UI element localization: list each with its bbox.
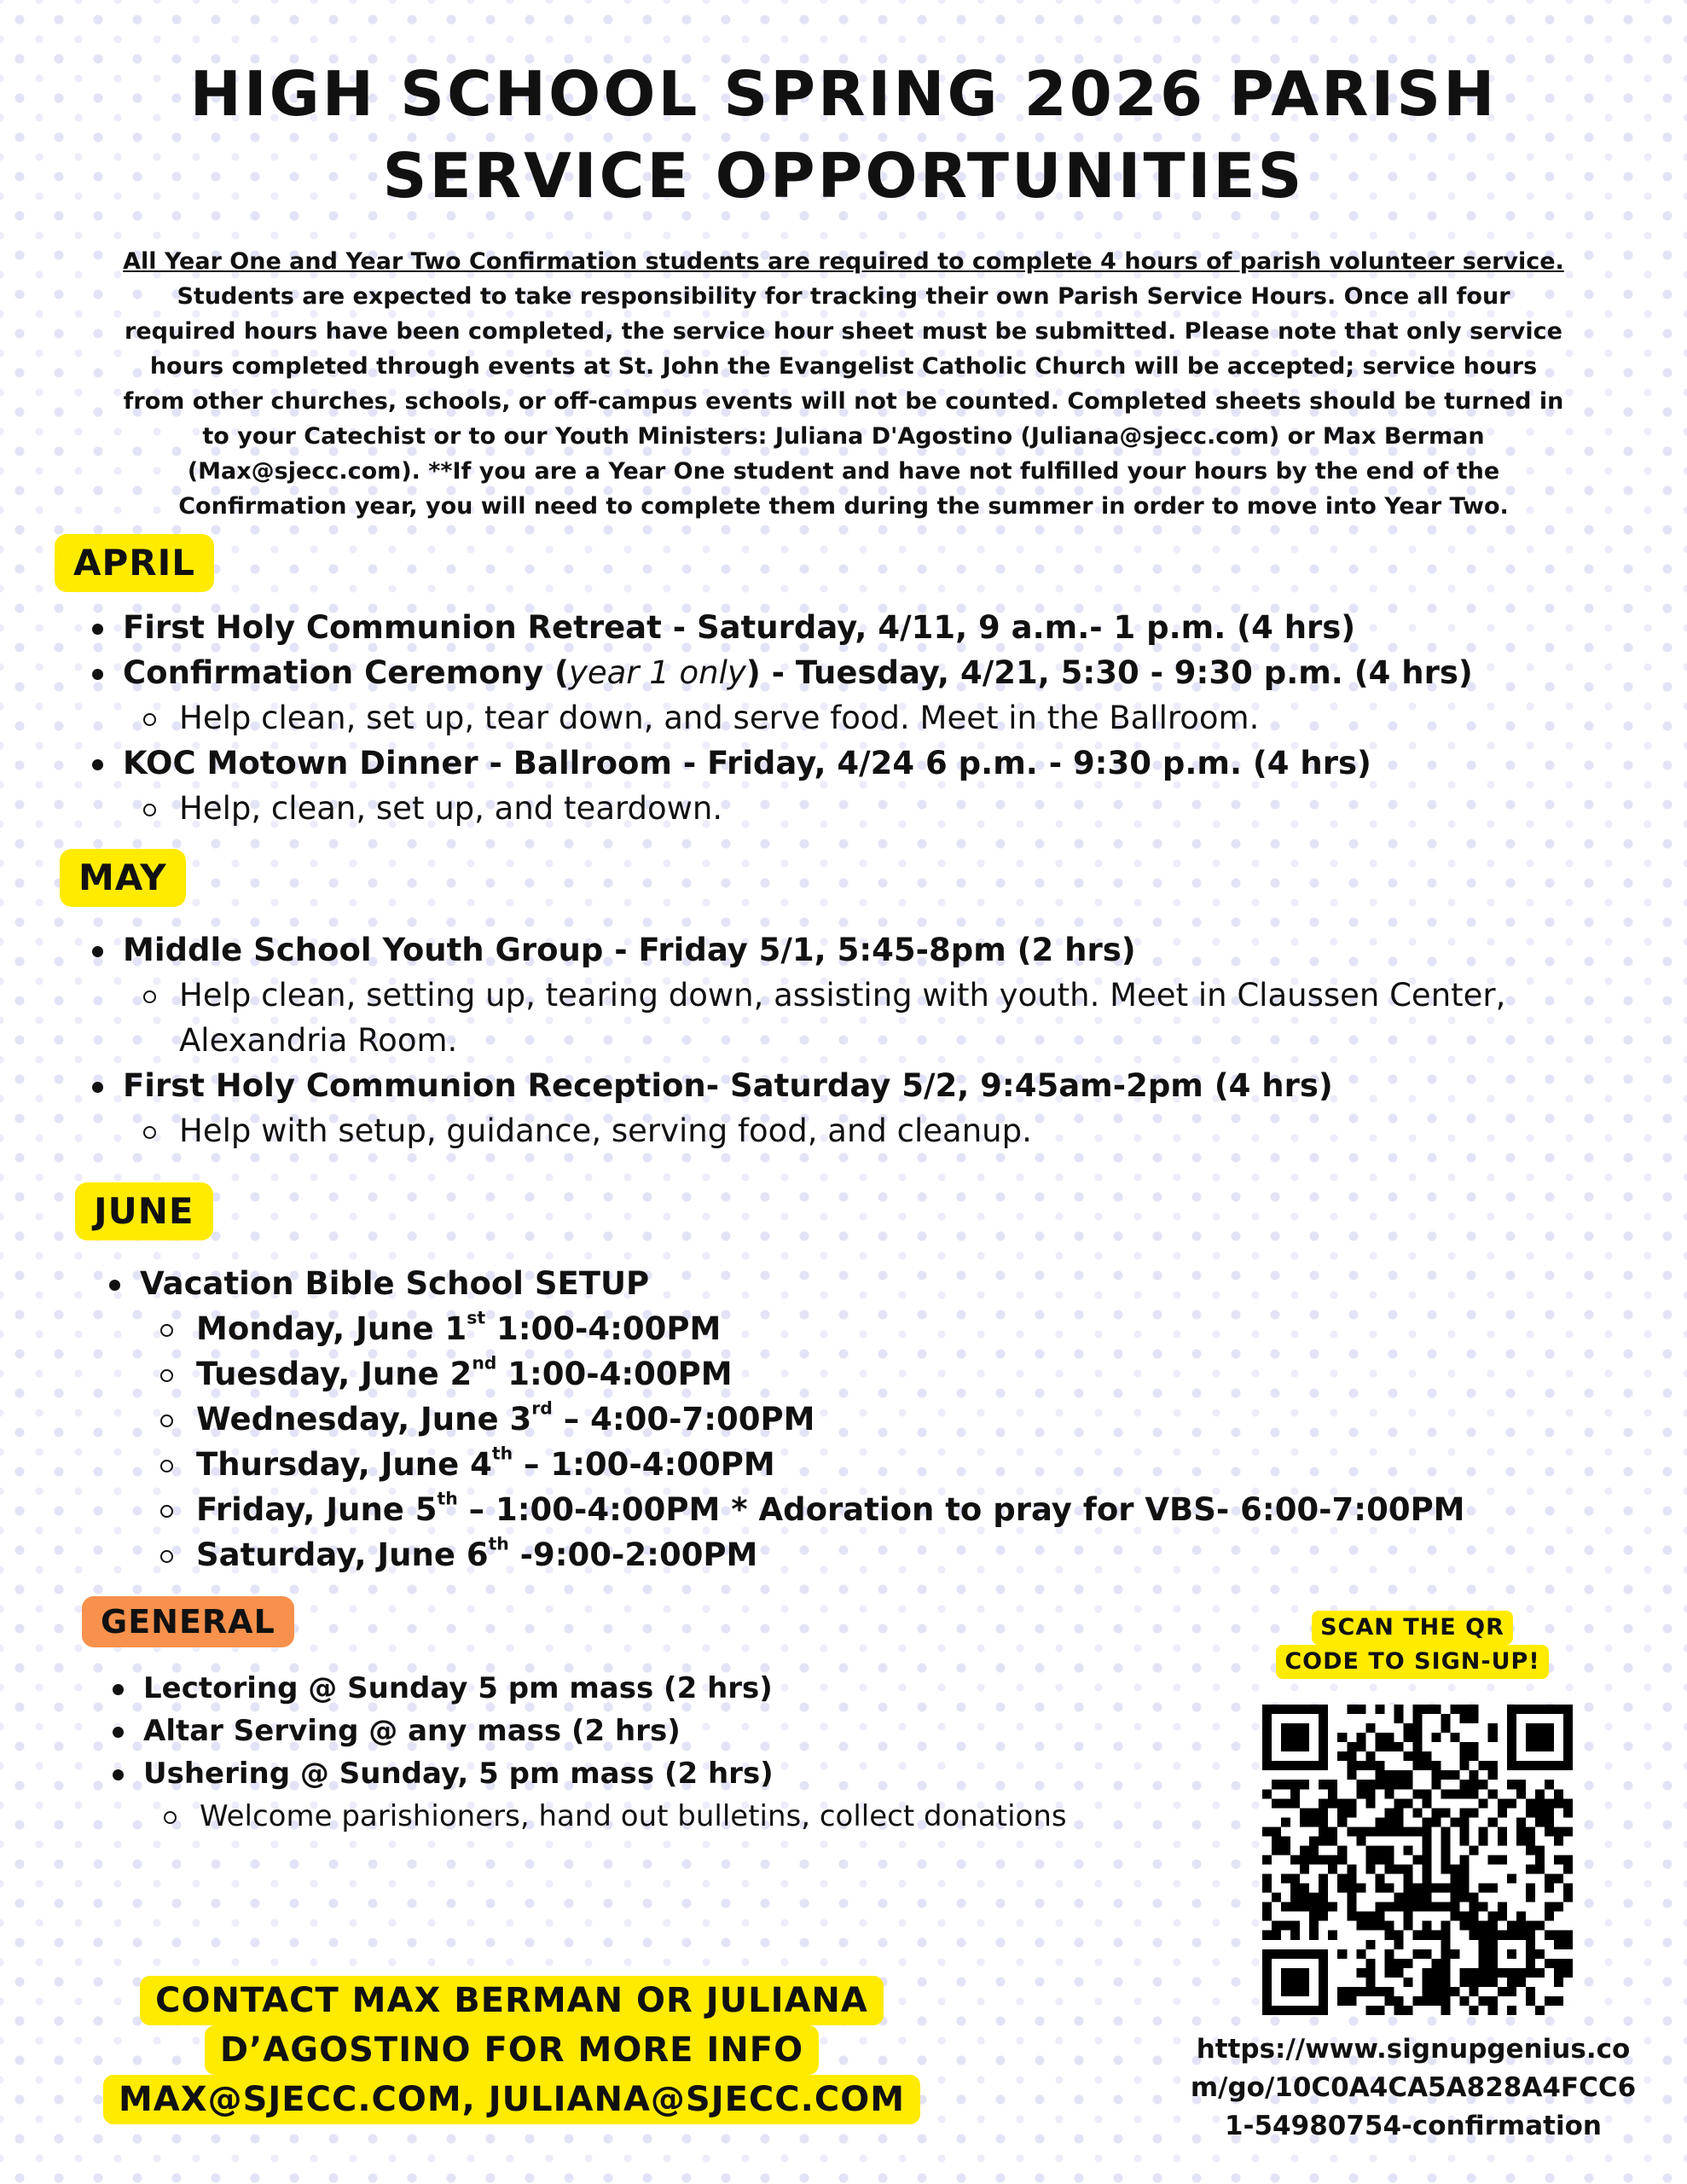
general-item-altar-serving: Altar Serving @ any mass (2 hrs) (106, 1710, 1215, 1752)
general-item-ushering-detail: Welcome parishioners, hand out bulletins, collect donations (106, 1795, 1215, 1838)
may-list (85, 927, 1518, 1153)
intro-body: Students are expected to take responsibility for tracking their own Parish Service Hours. Once all four required hours have been completed, the service hour sheet must be submitted. Please note that only service hours completed through events at St. John the Evangelist Catholic Church will be accepted; service hours from other churches, schools, or off-campus events will not be counted. Completed sheets should be turned in to your Catechist or to our Youth Ministers: Juliana D'Agostino (Juliana@sjecc.com) or Max Berman (Max@sjecc.com). (123, 283, 1564, 485)
signup-qr-code[interactable] (1262, 1705, 1573, 2015)
contact-line-3: MAX@SJECC.COM, JULIANA@SJECC.COM (103, 2075, 920, 2124)
contact-box (85, 1976, 938, 2124)
general-heading: GENERAL (82, 1596, 294, 1647)
title-line-1: HIGH SCHOOL SPRING 2026 PARISH (189, 58, 1498, 130)
june-date-3: Wednesday, June 3rd – 4:00-7:00PM (102, 1397, 1638, 1442)
requirement-statement: All Year One and Year Two Confirmation students are required to complete 4 hours of parish volunteer service. (123, 248, 1564, 275)
contact-line-2: D’AGOSTINO FOR MORE INFO (205, 2025, 819, 2075)
page-title (0, 53, 1687, 217)
june-heading: JUNE (75, 1182, 213, 1240)
scan-line-2: CODE TO SIGN-UP! (1276, 1645, 1548, 1679)
june-date-1: Monday, June 1st 1:00-4:00PM (102, 1306, 1638, 1351)
may-item-reception-detail: Help with setup, guidance, serving food, and cleanup. (85, 1108, 1518, 1153)
june-date-4: Thursday, June 4th – 1:00-4:00PM (102, 1442, 1638, 1487)
april-item-confirmation-detail: Help clean, set up, tear down, and serve food. Meet in the Ballroom. (85, 695, 1620, 741)
scan-label (1259, 1611, 1566, 1679)
year-one-note: **If you are a Year One student and have not fulfilled your hours by the end of the Confirmation year, you will need to complete them during the summer in order to move into Year Two. (178, 458, 1509, 520)
june-date-5: Friday, June 5th – 1:00-4:00PM * Adoration to pray for VBS- 6:00-7:00PM (102, 1487, 1638, 1532)
signup-url[interactable]: https://www.signupgenius.com/go/10C0A4CA5A828A4FCC61-54980754-confirmation (1190, 2034, 1637, 2141)
may-heading: MAY (60, 849, 186, 907)
april-item-retreat: First Holy Communion Retreat - Saturday, 4/11, 9 a.m.- 1 p.m. (4 hrs) (85, 605, 1620, 650)
may-item-youth-group-detail: Help clean, setting up, tearing down, assisting with youth. Meet in Claussen Center, Alexandria Room. (85, 973, 1518, 1063)
april-item-motown-detail: Help, clean, set up, and teardown. (85, 786, 1620, 831)
april-heading: APRIL (55, 534, 214, 592)
april-item-motown: KOC Motown Dinner - Ballroom - Friday, 4/24 6 p.m. - 9:30 p.m. (4 hrs) (85, 741, 1620, 786)
may-item-youth-group: Middle School Youth Group - Friday 5/1, 5:45-8pm (2 hrs) (85, 927, 1518, 973)
june-list (102, 1261, 1638, 1577)
scan-line-1: SCAN THE QR (1312, 1611, 1513, 1645)
may-item-reception: First Holy Communion Reception- Saturday 5/2, 9:45am-2pm (4 hrs) (85, 1063, 1518, 1108)
general-item-lectoring: Lectoring @ Sunday 5 pm mass (2 hrs) (106, 1667, 1215, 1710)
april-item-confirmation: Confirmation Ceremony (year 1 only) - Tuesday, 4/21, 5:30 - 9:30 p.m. (4 hrs) (85, 650, 1620, 695)
intro-paragraph (119, 244, 1568, 524)
general-item-ushering: Ushering @ Sunday, 5 pm mass (2 hrs) (106, 1752, 1215, 1795)
june-date-2: Tuesday, June 2nd 1:00-4:00PM (102, 1351, 1638, 1397)
june-item-vbs-setup: Vacation Bible School SETUP (102, 1261, 1638, 1306)
june-date-6: Saturday, June 6th -9:00-2:00PM (102, 1532, 1638, 1577)
general-list (106, 1667, 1215, 1838)
title-line-2: SERVICE OPPORTUNITIES (382, 140, 1305, 212)
april-list (85, 605, 1620, 831)
contact-line-1: CONTACT MAX BERMAN OR JULIANA (140, 1976, 884, 2025)
